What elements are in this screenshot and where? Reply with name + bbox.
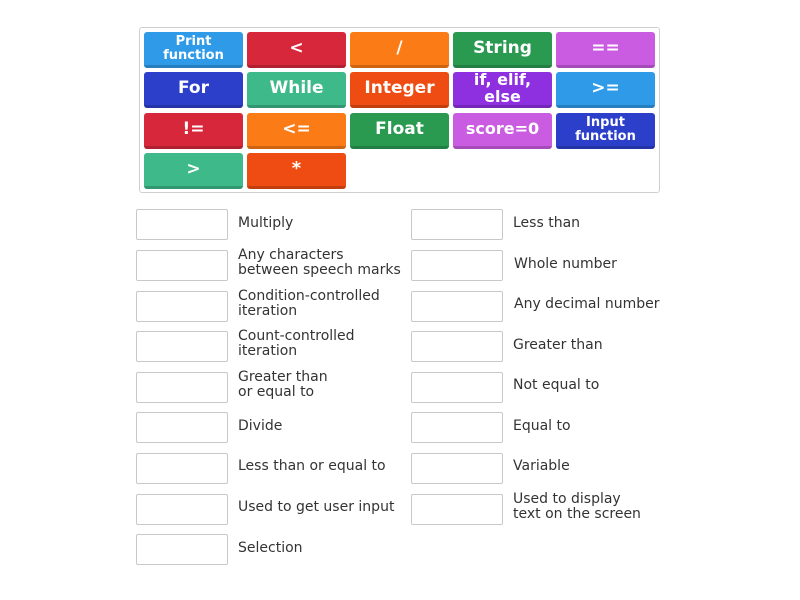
tile-while[interactable] [247, 72, 346, 108]
tile-label: == [591, 37, 620, 58]
drop-slot[interactable] [136, 331, 228, 362]
tile-equal-to[interactable] [556, 32, 655, 68]
tile-label: > [186, 158, 201, 179]
tile-label: < [289, 37, 304, 58]
tile-label: Print function [163, 33, 224, 63]
tile-label: / [396, 37, 403, 58]
tile-label: score=0 [465, 119, 540, 139]
drop-slot[interactable] [136, 534, 228, 565]
description: Used to get user input [238, 499, 395, 515]
tile-for[interactable] [144, 72, 243, 108]
drop-slot[interactable] [136, 291, 228, 322]
drop-slot[interactable] [136, 494, 228, 525]
tile-label: For [178, 77, 209, 98]
tile-integer[interactable] [350, 72, 449, 108]
tile-greater-than[interactable] [144, 153, 243, 189]
description: Whole number [514, 256, 617, 272]
drop-slot[interactable] [136, 250, 228, 281]
drop-slot[interactable] [411, 494, 503, 525]
drop-slot[interactable] [411, 291, 503, 322]
description: Less than [513, 215, 581, 231]
description: Greater than [513, 337, 603, 353]
tile-greater-or-equal[interactable] [556, 72, 655, 108]
tile-label: While [269, 77, 324, 98]
tile-score-variable[interactable] [453, 113, 552, 149]
description: Variable [513, 458, 570, 474]
description: Used to display text on the screen [513, 491, 641, 522]
description: Not equal to [513, 377, 600, 393]
tile-label: Input function [575, 114, 636, 144]
description: Count-controlled iteration [238, 328, 355, 359]
description: Condition-controlled iteration [238, 288, 380, 319]
tile-float[interactable] [350, 113, 449, 149]
drop-slot[interactable] [411, 250, 503, 281]
tile-divide[interactable] [350, 32, 449, 68]
tile-multiply[interactable] [247, 153, 346, 189]
tile-label: if, elif, else [473, 69, 532, 106]
description: Any decimal number [514, 296, 660, 312]
tile-if-elif-else[interactable] [453, 69, 552, 108]
drop-slot[interactable] [411, 209, 503, 240]
tile-less-or-equal[interactable] [247, 113, 346, 149]
drop-slot[interactable] [136, 453, 228, 484]
tile-string[interactable] [453, 32, 552, 68]
tile-label: >= [591, 77, 620, 98]
drop-slot[interactable] [411, 453, 503, 484]
description: Any characters between speech marks [238, 247, 401, 278]
drop-slot[interactable] [136, 412, 228, 443]
tile-not-equal[interactable] [144, 113, 243, 149]
drop-slot[interactable] [136, 372, 228, 403]
tile-label: != [182, 118, 205, 139]
description: Divide [238, 418, 283, 434]
tile-label: Integer [364, 77, 435, 98]
drop-slot[interactable] [136, 209, 228, 240]
description: Multiply [238, 215, 294, 231]
description: Equal to [513, 418, 571, 434]
tile-label: String [473, 37, 532, 58]
drop-slot[interactable] [411, 372, 503, 403]
tile-label: <= [282, 118, 311, 139]
tile-label: * [291, 158, 302, 180]
description: Greater than or equal to [238, 369, 328, 400]
tile-input-function[interactable] [556, 113, 655, 149]
drop-slot[interactable] [411, 331, 503, 362]
drop-slot[interactable] [411, 412, 503, 443]
tile-less-than[interactable] [247, 32, 346, 68]
tile-label: Float [375, 118, 424, 139]
tile-print-function[interactable] [144, 32, 243, 68]
description: Less than or equal to [238, 458, 386, 474]
description: Selection [238, 540, 303, 556]
